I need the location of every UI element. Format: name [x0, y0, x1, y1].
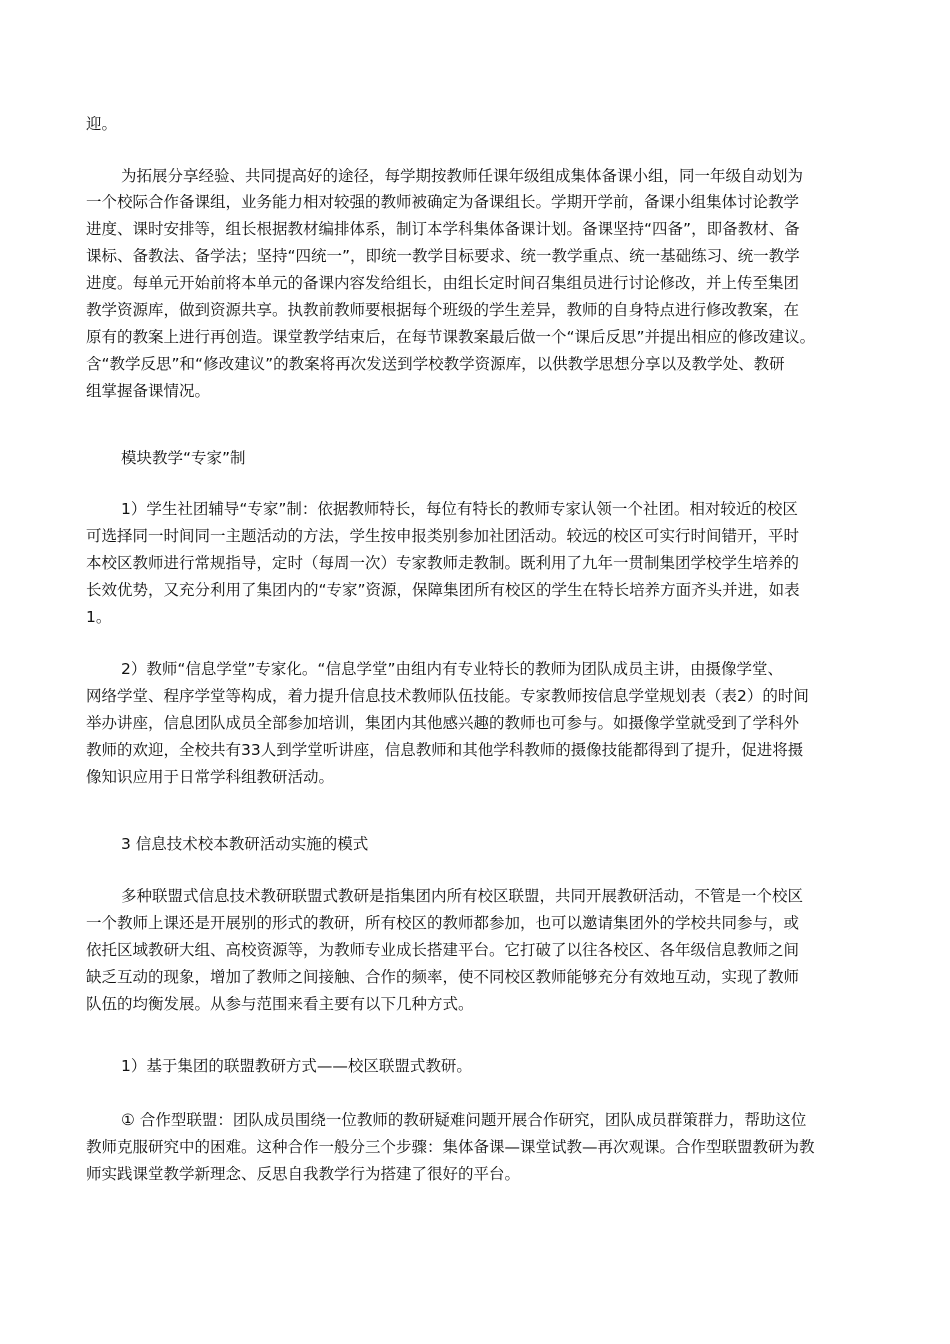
paragraph-line: 队伍的均衡发展。从参与范围来看主要有以下几种方式。 — [86, 995, 474, 1013]
paragraph-line: 可选择同一时间同一主题活动的方法，学生按申报类别参加社团活动。较远的校区可实行时间错开，平时 — [86, 527, 800, 545]
paragraph-line: 组掌握备课情况。 — [86, 382, 211, 400]
paragraph-line: 1）学生社团辅导“专家”制：依据教师特长，每位有特长的教师专家认领一个社团。相对较近的校区 — [121, 500, 798, 518]
paragraph-line: 一个教师上课还是开展别的形式的教研，所有校区的教师都参加，也可以邀请集团外的学校共同参与，或 — [86, 914, 800, 932]
paragraph-line: 进度。每单元开始前将本单元的备课内容发给组长，由组长定时间召集组员进行讨论修改，并上传至集团 — [86, 274, 800, 292]
paragraph-line: 课标、备教法、备学法；坚持“四统一”，即统一教学目标要求、统一教学重点、统一基础练习、统一教学 — [86, 247, 800, 265]
paragraph-line: 网络学堂、程序学堂等构成，着力提升信息技术教师队伍技能。专家教师按信息学堂规划表（表2）的时间 — [86, 687, 809, 705]
paragraph-line: 长效优势，又充分利用了集团内的“专家”资源，保障集团所有校区的学生在特长培养方面齐头并进，如表 — [86, 581, 800, 599]
paragraph-line: 教师的欢迎，全校共有33人到学堂听讲座，信息教师和其他学科教师的摄像技能都得到了提升，促进将摄 — [86, 741, 804, 759]
paragraph-line: 为拓展分享经验、共同提高好的途径，每学期按教师任课年级组成集体备课小组，同一年级自动划为 — [121, 167, 804, 185]
paragraph-line: 依托区域教研大组、高校资源等，为教师专业成长搭建平台。它打破了以往各校区、各年级信息教师之间 — [86, 941, 800, 959]
paragraph-line: 多种联盟式信息技术教研联盟式教研是指集团内所有校区联盟，共同开展教研活动，不管是一个校区 — [121, 887, 804, 905]
paragraph-line: 教师克服研究中的困难。这种合作一般分三个步骤：集体备课—课堂试教—再次观课。合作型联盟教研为教 — [86, 1138, 815, 1156]
paragraph-line: 举办讲座，信息团队成员全部参加培训，集团内其他感兴趣的教师也可参与。如摄像学堂就受到了学科外 — [86, 714, 800, 732]
section-heading: 1）基于集团的联盟教研方式——校区联盟式教研。 — [121, 1057, 472, 1075]
section-heading: 3 信息技术校本教研活动实施的模式 — [121, 835, 369, 853]
paragraph-line: 2）教师“信息学堂”专家化。“信息学堂”由组内有专业特长的教师为团队成员主讲，由摄像学堂、 — [121, 660, 783, 678]
section-heading: 模块教学“专家”制 — [121, 449, 246, 467]
paragraph-line: 原有的教案上进行再创造。课堂教学结束后，在每节课教案最后做一个“课后反思”并提出相应的修改建议。 — [86, 328, 816, 346]
paragraph-line: 含“教学反思”和“修改建议”的教案将再次发送到学校教学资源库，以供教学思想分享以及教学处、教研 — [86, 355, 785, 373]
paragraph-line: 迎。 — [86, 115, 118, 133]
paragraph-line: 进度、课时安排等，组长根据教材编排体系，制订本学科集体备课计划。备课坚持“四备”，即备教材、备 — [86, 220, 800, 238]
paragraph-line: 像知识应用于日常学科组教研活动。 — [86, 768, 335, 786]
paragraph-line: ① 合作型联盟：团队成员围绕一位教师的教研疑难问题开展合作研究，团队成员群策群力，帮助这位 — [121, 1111, 807, 1129]
paragraph-line: 一个校际合作备课组，业务能力相对较强的教师被确定为备课组长。学期开学前，备课小组集体讨论教学 — [86, 193, 800, 211]
paragraph-line: 教学资源库，做到资源共享。执教前教师要根据每个班级的学生差异，教师的自身特点进行修改教案，在 — [86, 301, 800, 319]
paragraph-line: 师实践课堂教学新理念、反思自我教学行为搭建了很好的平台。 — [86, 1165, 521, 1183]
paragraph-line: 缺乏互动的现象，增加了教师之间接触、合作的频率，使不同校区教师能够充分有效地互动，实现了教师 — [86, 968, 800, 986]
paragraph-line: 1。 — [86, 608, 112, 626]
paragraph-line: 本校区教师进行常规指导，定时（每周一次）专家教师走教制。既利用了九年一贯制集团学校学生培养的 — [86, 554, 800, 572]
